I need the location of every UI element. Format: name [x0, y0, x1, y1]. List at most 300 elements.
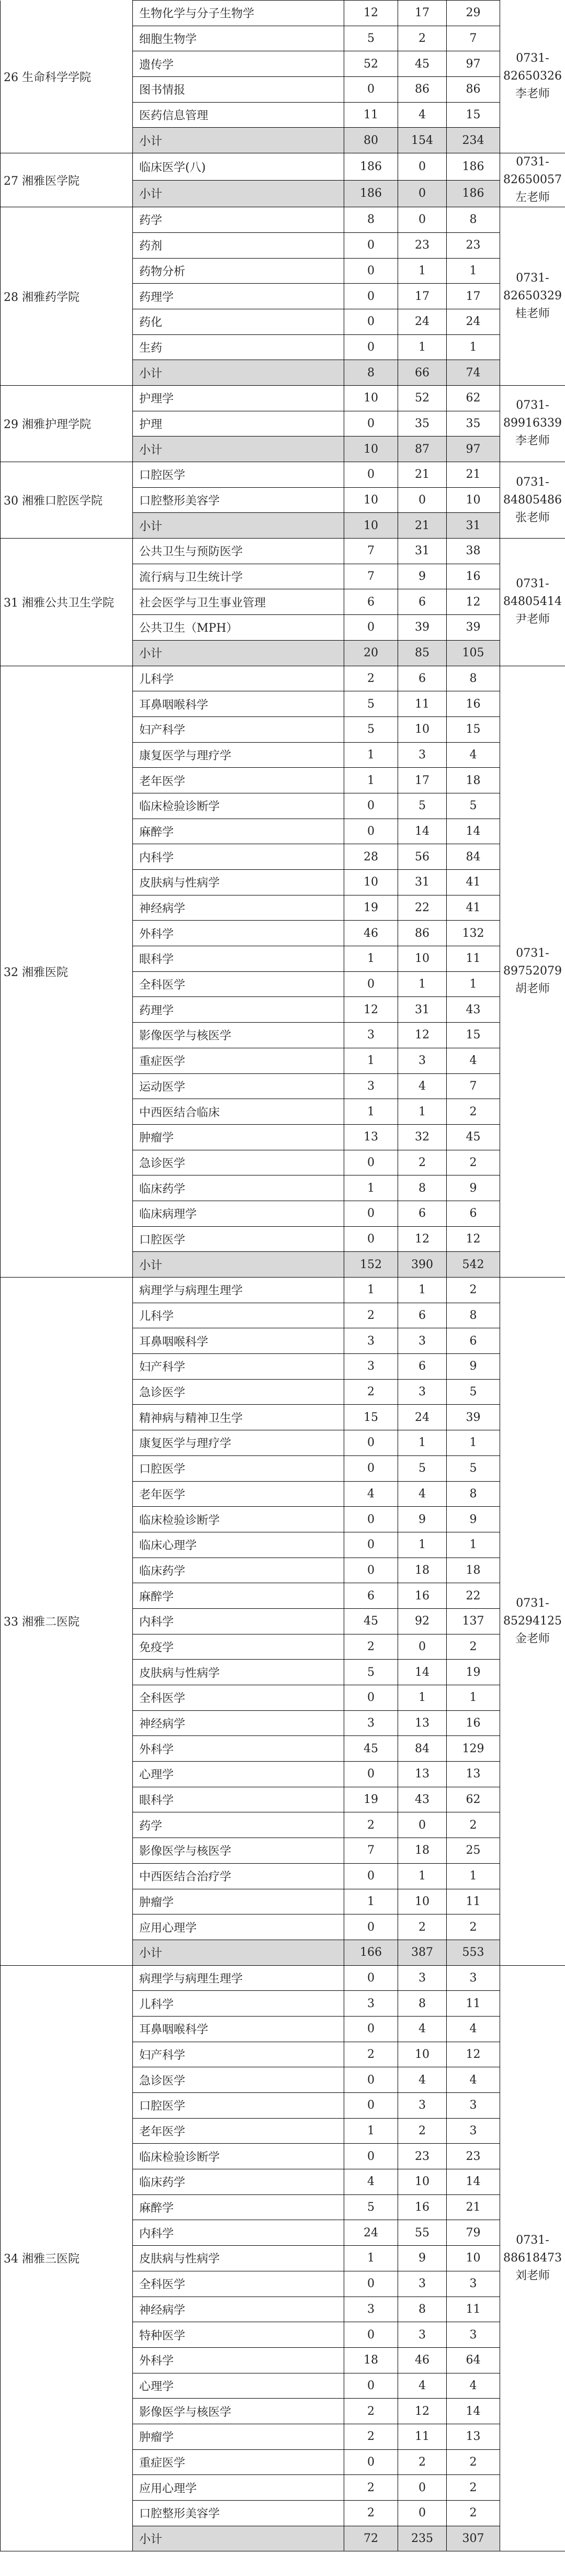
college-name-cell [1, 1, 133, 153]
major-name-cell [133, 487, 344, 513]
major-name: 药理学 [139, 290, 174, 304]
total-count-sum: 1 [469, 1538, 477, 1552]
total-count-sum-cell [447, 360, 500, 386]
total-count-a: 2 [367, 1818, 375, 1832]
major-name: 皮肤病与性病学 [139, 2253, 220, 2266]
total-count-b-cell [398, 1175, 447, 1201]
major-name: 心理学 [139, 2380, 174, 2393]
total-count-sum-cell [447, 589, 500, 615]
major-name-cell [133, 1150, 344, 1175]
total-count-sum-cell [447, 691, 500, 717]
total-count-a: 0 [367, 2379, 375, 2392]
total-count-a-cell [344, 1, 398, 26]
total-count-b: 24 [415, 315, 430, 329]
major-name: 麻醉学 [139, 2202, 174, 2215]
total-count-a: 5 [367, 697, 375, 711]
total-count-b-cell [398, 1863, 447, 1889]
total-count-sum-cell [447, 1023, 500, 1048]
total-count-b-cell [398, 1150, 447, 1175]
major-name: 药物分析 [139, 265, 186, 278]
total-count-b: 1 [419, 264, 426, 277]
major-name: 口腔医学 [139, 1233, 186, 1247]
total-count-b: 85 [415, 646, 430, 660]
total-count-sum-cell [447, 1099, 500, 1125]
total-count-sum-cell [447, 1532, 500, 1558]
total-count-b-cell [398, 334, 447, 360]
total-count-a-cell [344, 539, 398, 564]
total-count-a-cell [344, 1226, 398, 1252]
contact-cell [500, 1, 565, 153]
total-count-sum-cell [447, 1405, 500, 1430]
major-name-cell [133, 1073, 344, 1099]
major-name-cell [133, 742, 344, 768]
total-count-sum-cell [447, 102, 500, 128]
major-name-cell [133, 1685, 344, 1711]
total-count-b: 32 [415, 1130, 430, 1144]
total-count-sum: 2 [469, 1640, 477, 1653]
major-name-cell [133, 1787, 344, 1812]
contact-cell [500, 153, 565, 207]
total-count-a-cell [344, 819, 398, 844]
total-count-a-cell [344, 2297, 398, 2322]
major-name: 肿瘤学 [139, 1896, 174, 1909]
total-count-b-cell [398, 819, 447, 844]
total-count-sum: 6 [469, 1334, 477, 1348]
major-name: 全科医学 [139, 2278, 186, 2292]
total-count-b: 21 [415, 468, 430, 481]
total-count-b-cell [398, 946, 447, 972]
total-count-sum: 35 [466, 417, 481, 430]
total-count-sum: 2 [469, 2506, 477, 2520]
total-count-b: 1 [419, 1869, 426, 1883]
major-name-cell [133, 26, 344, 51]
total-count-b-cell [398, 768, 447, 793]
total-count-sum: 79 [466, 2226, 481, 2239]
major-name-cell [133, 1838, 344, 1864]
total-count-sum-cell [447, 1073, 500, 1099]
total-count-b: 0 [419, 187, 426, 200]
total-count-a-cell [344, 1558, 398, 1583]
total-count-b: 4 [419, 108, 426, 122]
total-count-a-cell [344, 2424, 398, 2449]
total-count-sum: 24 [466, 315, 481, 329]
major-name-cell [133, 971, 344, 997]
total-count-sum-cell [447, 232, 500, 258]
total-count-sum: 23 [466, 2149, 481, 2163]
total-count-b-cell [398, 793, 447, 819]
total-count-sum: 186 [462, 160, 484, 173]
major-name-cell [133, 207, 344, 233]
total-count-sum: 9 [469, 1360, 477, 1373]
total-count-sum: 3 [469, 2277, 477, 2291]
total-count-b: 0 [419, 1640, 426, 1653]
total-count-sum-cell [447, 1252, 500, 1278]
total-count-a-cell [344, 921, 398, 946]
total-count-b: 16 [415, 1589, 430, 1603]
contact-person: 胡老师 [515, 982, 550, 996]
college-name-cell [1, 462, 133, 539]
total-count-b-cell [398, 1481, 447, 1507]
total-count-a-cell [344, 1201, 398, 1226]
contact-person: 张老师 [515, 511, 550, 524]
total-count-a: 11 [364, 108, 378, 122]
major-name-cell [133, 2144, 344, 2169]
total-count-a: 0 [367, 1971, 375, 1985]
major-name: 中西医结合临床 [139, 1106, 220, 1119]
total-count-b-cell [398, 1405, 447, 1430]
total-count-b: 0 [419, 160, 426, 173]
total-count-a: 0 [367, 340, 375, 354]
total-count-b: 17 [415, 289, 430, 303]
major-name-cell [133, 2501, 344, 2526]
total-count-sum-cell [447, 768, 500, 793]
contact-phone: 0731-89752079 [503, 947, 562, 978]
total-count-b-cell [398, 2297, 447, 2322]
total-count-sum-cell [447, 180, 500, 207]
total-count-b: 31 [415, 544, 430, 558]
total-count-sum-cell [447, 385, 500, 411]
total-count-b-cell [398, 691, 447, 717]
major-name-cell [133, 180, 344, 207]
total-count-b-cell [398, 666, 447, 691]
major-name: 流行病与卫生统计学 [139, 571, 243, 585]
total-count-a: 5 [367, 2201, 375, 2214]
major-name-cell [133, 895, 344, 921]
total-count-a: 10 [364, 519, 378, 532]
total-count-sum: 7 [469, 1079, 477, 1093]
major-name: 小计 [139, 1259, 163, 1272]
total-count-a-cell [344, 385, 398, 411]
total-count-sum-cell [447, 2271, 500, 2297]
major-name-cell [133, 1379, 344, 1405]
major-name-cell [133, 2042, 344, 2067]
major-name: 小计 [139, 188, 163, 201]
major-name-cell [133, 2526, 344, 2551]
total-count-sum-cell [447, 1685, 500, 1711]
total-count-a: 7 [367, 1844, 375, 1857]
total-count-b-cell [398, 26, 447, 51]
college-name-cell [1, 1278, 133, 1966]
total-count-a-cell [344, 1278, 398, 1303]
total-count-b-cell [398, 1940, 447, 1965]
total-count-a-cell [344, 1736, 398, 1762]
major-name: 医药信息管理 [139, 109, 209, 123]
total-count-b-cell [398, 1812, 447, 1838]
college-name: 29 湘雅护理学院 [4, 418, 91, 431]
major-name: 临床检验诊断学 [139, 800, 220, 814]
total-count-b: 9 [419, 2252, 426, 2265]
total-count-a-cell [344, 640, 398, 666]
total-count-sum-cell [447, 1328, 500, 1354]
total-count-sum: 4 [469, 748, 477, 761]
total-count-a-cell [344, 1455, 398, 1481]
total-count-a: 0 [367, 1563, 375, 1577]
total-count-sum-cell [447, 2373, 500, 2399]
total-count-a: 0 [367, 2099, 375, 2112]
total-count-b-cell [398, 102, 447, 128]
total-count-a-cell [344, 180, 398, 207]
major-name: 护理 [139, 418, 163, 431]
major-name-cell [133, 128, 344, 153]
total-count-b-cell [398, 232, 447, 258]
major-name-cell [133, 385, 344, 411]
major-name: 儿科学 [139, 1310, 174, 1324]
total-count-b: 13 [415, 1767, 430, 1781]
total-count-b: 4 [419, 2379, 426, 2392]
major-name: 特种医学 [139, 2329, 186, 2343]
major-name: 急诊医学 [139, 2074, 186, 2088]
total-count-a: 2 [367, 2506, 375, 2520]
total-count-a-cell [344, 232, 398, 258]
total-count-sum-cell [447, 284, 500, 309]
total-count-sum: 18 [466, 774, 481, 787]
total-count-sum: 7 [469, 32, 477, 46]
total-count-b-cell [398, 1710, 447, 1736]
major-name-cell [133, 1507, 344, 1532]
total-count-sum-cell [447, 1991, 500, 2017]
total-count-b-cell [398, 1201, 447, 1226]
total-count-a: 186 [360, 187, 382, 200]
major-name-cell [133, 539, 344, 564]
total-count-a: 2 [367, 2047, 375, 2061]
total-count-b-cell [398, 2424, 447, 2449]
total-count-b-cell [398, 1073, 447, 1099]
major-name-cell [133, 1940, 344, 1965]
major-name-cell [133, 589, 344, 615]
total-count-sum-cell [447, 1660, 500, 1685]
total-count-sum: 2 [469, 2481, 477, 2494]
total-count-sum-cell [447, 153, 500, 181]
total-count-sum: 1 [469, 264, 477, 277]
total-count-b: 39 [415, 621, 430, 634]
total-count-b: 43 [415, 1793, 430, 1807]
major-name: 急诊医学 [139, 1157, 186, 1170]
total-count-b-cell [398, 589, 447, 615]
total-count-a-cell [344, 462, 398, 488]
contact-phone: 0731-82650329 [503, 272, 562, 303]
contact-person: 桂老师 [515, 307, 550, 321]
total-count-b: 12 [415, 2404, 430, 2418]
total-count-a-cell [344, 666, 398, 691]
total-count-a: 1 [367, 748, 375, 761]
total-count-sum-cell [447, 1507, 500, 1532]
total-count-sum-cell [447, 2194, 500, 2220]
total-count-sum-cell [447, 2042, 500, 2067]
total-count-sum: 14 [466, 2404, 481, 2418]
total-count-sum: 25 [466, 1844, 481, 1857]
total-count-b-cell [398, 2475, 447, 2501]
total-count-b: 0 [419, 1818, 426, 1832]
total-count-a: 46 [364, 926, 378, 940]
total-count-b-cell [398, 2169, 447, 2195]
major-name: 临床药学 [139, 1564, 186, 1578]
major-name: 药理学 [139, 1004, 174, 1017]
total-count-a-cell [344, 870, 398, 895]
major-name: 临床药学 [139, 1182, 186, 1196]
total-count-a-cell [344, 1430, 398, 1456]
major-name-cell [133, 1405, 344, 1430]
total-count-a-cell [344, 1940, 398, 1965]
total-count-sum-cell [447, 1201, 500, 1226]
total-count-b-cell [398, 1303, 447, 1328]
major-name-cell [133, 1, 344, 26]
major-name: 免疫学 [139, 1641, 174, 1654]
total-count-sum: 2 [469, 1920, 477, 1934]
total-count-a: 0 [367, 1767, 375, 1781]
contact-person: 李老师 [515, 434, 550, 448]
total-count-sum-cell [447, 2475, 500, 2501]
total-count-b: 87 [415, 442, 430, 456]
total-count-sum-cell [447, 1965, 500, 1991]
total-count-a: 0 [367, 2149, 375, 2163]
table-body [1, 1, 565, 2551]
major-name: 临床心理学 [139, 1539, 197, 1553]
major-name: 肿瘤学 [139, 2431, 174, 2445]
total-count-sum-cell [447, 1455, 500, 1481]
total-count-a: 19 [364, 1793, 378, 1807]
total-count-sum: 84 [466, 850, 481, 864]
total-count-sum: 1 [469, 978, 477, 991]
total-count-a: 186 [360, 160, 382, 173]
total-count-b: 6 [419, 1360, 426, 1373]
total-count-b: 154 [411, 133, 433, 147]
total-count-b: 1 [419, 1436, 426, 1450]
total-count-a-cell [344, 997, 398, 1023]
total-count-sum-cell [447, 615, 500, 641]
major-name: 神经病学 [139, 2303, 186, 2317]
total-count-sum: 553 [462, 1946, 484, 1959]
major-name-cell [133, 2399, 344, 2424]
total-count-sum: 9 [469, 1513, 477, 1526]
total-count-sum: 62 [466, 391, 481, 405]
major-name: 重症医学 [139, 1055, 186, 1069]
total-count-sum-cell [447, 436, 500, 462]
college-name: 32 湘雅医院 [4, 966, 68, 979]
total-count-sum-cell [447, 1124, 500, 1150]
major-name: 社会医学与卫生事业管理 [139, 596, 266, 610]
total-count-sum: 41 [466, 876, 481, 889]
total-count-a: 5 [367, 723, 375, 736]
total-count-b-cell [398, 2322, 447, 2348]
major-name-cell [133, 2220, 344, 2246]
total-count-a: 2 [367, 671, 375, 685]
total-count-a: 15 [364, 1410, 378, 1424]
total-count-a-cell [344, 691, 398, 717]
total-count-sum-cell [447, 2526, 500, 2551]
total-count-b-cell [398, 539, 447, 564]
total-count-sum: 12 [466, 595, 481, 609]
total-count-b: 11 [415, 2430, 430, 2444]
total-count-sum-cell [447, 128, 500, 153]
major-name-cell [133, 1812, 344, 1838]
total-count-b-cell [398, 971, 447, 997]
total-count-a: 0 [367, 1691, 375, 1705]
total-count-a-cell [344, 411, 398, 436]
total-count-b: 17 [415, 6, 430, 20]
total-count-b: 8 [419, 1181, 426, 1195]
total-count-sum: 8 [469, 1487, 477, 1500]
total-count-b: 86 [415, 83, 430, 96]
total-count-sum-cell [447, 946, 500, 972]
major-name: 妇产科学 [139, 724, 186, 737]
total-count-b: 1 [419, 340, 426, 354]
total-count-b-cell [398, 411, 447, 436]
major-name: 老年医学 [139, 775, 186, 788]
major-name-cell [133, 921, 344, 946]
total-count-b-cell [398, 513, 447, 539]
total-count-a: 20 [364, 646, 378, 660]
total-count-a: 45 [364, 1742, 378, 1755]
contact-phone: 0731-88618473 [503, 2233, 562, 2265]
major-name-cell [133, 1175, 344, 1201]
major-name-cell [133, 1965, 344, 1991]
total-count-sum-cell [447, 564, 500, 589]
total-count-a: 0 [367, 289, 375, 303]
total-count-a-cell [344, 2194, 398, 2220]
total-count-a: 152 [360, 1258, 382, 1271]
college-name: 27 湘雅医学院 [4, 174, 80, 188]
major-name: 图书情报 [139, 84, 186, 97]
total-count-b-cell [398, 77, 447, 103]
major-name: 影像医学与核医学 [139, 1029, 232, 1043]
college-name: 33 湘雅二医院 [4, 1616, 80, 1629]
total-count-b-cell [398, 1532, 447, 1558]
total-count-b: 1 [419, 1105, 426, 1118]
total-count-sum: 307 [462, 2532, 484, 2546]
total-count-a-cell [344, 2271, 398, 2297]
total-count-sum-cell [447, 666, 500, 691]
total-count-a: 1 [367, 1283, 375, 1297]
total-count-sum-cell [447, 26, 500, 51]
total-count-b: 3 [419, 1334, 426, 1348]
major-name-cell [133, 1201, 344, 1226]
total-count-a: 45 [364, 1615, 378, 1628]
total-count-a-cell [344, 2526, 398, 2551]
total-count-sum: 11 [466, 1895, 481, 1908]
major-name: 外科学 [139, 1743, 174, 1756]
total-count-b: 10 [415, 2175, 430, 2189]
total-count-sum: 5 [469, 1462, 477, 1475]
total-count-b-cell [398, 2067, 447, 2093]
total-count-sum-cell [447, 207, 500, 233]
total-count-sum: 12 [466, 2047, 481, 2061]
contact-phone: 0731-84805414 [503, 577, 562, 609]
total-count-a: 10 [364, 876, 378, 889]
total-count-sum: 4 [469, 1054, 477, 1068]
total-count-b: 23 [415, 239, 430, 252]
total-count-sum: 74 [466, 366, 481, 379]
total-count-a: 3 [367, 1717, 375, 1730]
total-count-sum-cell [447, 1, 500, 26]
major-name-cell [133, 2347, 344, 2373]
major-name: 小计 [139, 647, 163, 661]
major-name: 小计 [139, 367, 163, 380]
total-count-sum-cell [447, 1736, 500, 1762]
major-name: 临床病理学 [139, 1208, 197, 1222]
total-count-sum-cell [447, 1354, 500, 1380]
total-count-a: 1 [367, 2124, 375, 2138]
total-count-sum-cell [447, 1914, 500, 1940]
total-count-a-cell [344, 334, 398, 360]
major-name-cell [133, 2373, 344, 2399]
major-name: 耳鼻咽喉科学 [139, 698, 209, 712]
total-count-sum-cell [447, 716, 500, 742]
major-name-cell [133, 2475, 344, 2501]
total-count-a: 0 [367, 621, 375, 634]
total-count-a-cell [344, 1099, 398, 1125]
major-name-cell [133, 2297, 344, 2322]
major-name-cell [133, 1914, 344, 1940]
